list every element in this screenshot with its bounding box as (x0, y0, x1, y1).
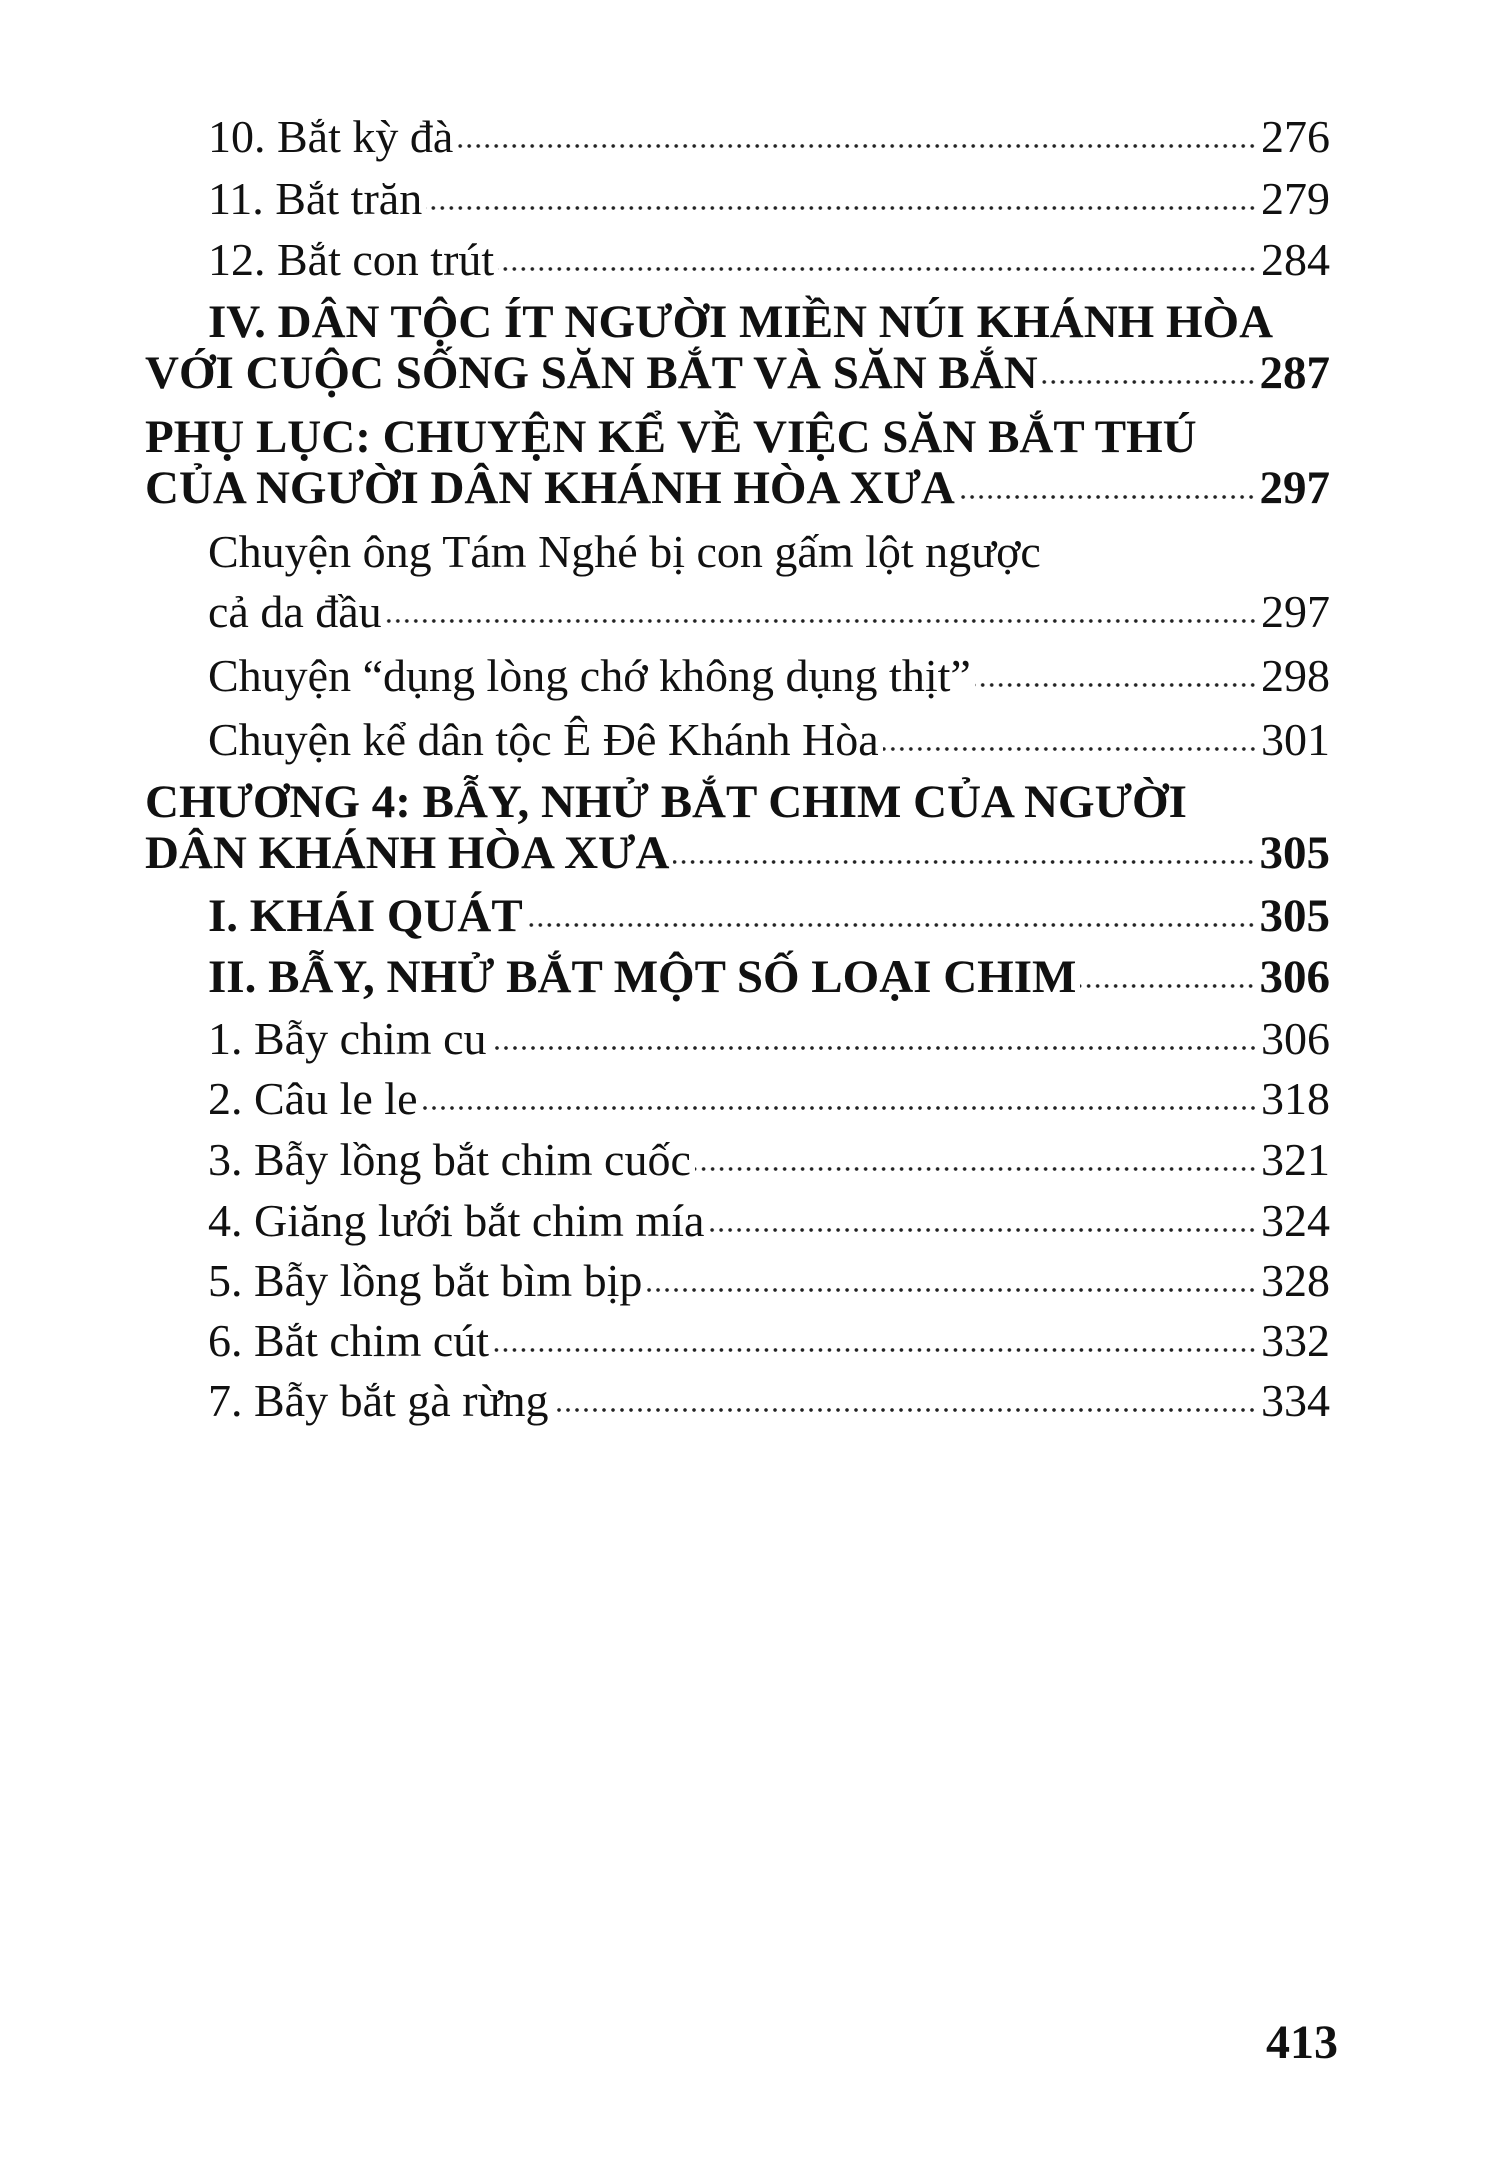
dot-leader (527, 923, 1256, 927)
toc-entry-page: 334 (1261, 1375, 1330, 1426)
dot-leader (552, 1408, 1257, 1412)
dot-leader (673, 860, 1255, 864)
toc-entry-page: 306 (1261, 1013, 1330, 1064)
toc-entry-page: 276 (1261, 111, 1330, 162)
toc-entry-label: I. KHÁI QUÁT (208, 890, 523, 942)
toc-entry-label: 11. Bắt trăn (208, 173, 423, 224)
toc-entry-label: Chuyện kể dân tộc Ê Đê Khánh Hòa (208, 714, 879, 765)
dot-leader (708, 1228, 1257, 1232)
dot-leader (457, 144, 1257, 148)
dot-leader (975, 683, 1257, 687)
toc-entry-page: 279 (1261, 173, 1330, 224)
toc-entry-label: Chuyện ông Tám Nghé bị con gấm lột ngược (208, 526, 1041, 577)
toc-entry-label: 1. Bẫy chim cu (208, 1013, 487, 1064)
toc-entry-label: PHỤ LỤC: CHUYỆN KỂ VỀ VIỆC SĂN BẮT THÚ (145, 411, 1197, 463)
toc-entry-page: 328 (1261, 1255, 1330, 1306)
toc-entry-page: 298 (1261, 650, 1330, 701)
toc-entry-page: 301 (1261, 714, 1330, 765)
dot-leader (491, 1046, 1258, 1050)
toc-entry-label: CỦA NGƯỜI DÂN KHÁNH HÒA XƯA (145, 462, 955, 514)
toc-entry-label: 3. Bẫy lồng bắt chim cuốc (208, 1134, 691, 1185)
toc-entry-label: CHƯƠNG 4: BẪY, NHỬ BẮT CHIM CỦA NGƯỜI (145, 776, 1187, 828)
toc-entry-page: 318 (1261, 1073, 1330, 1124)
toc-entry-label: II. BẪY, NHỬ BẮT MỘT SỐ LOẠI CHIM (208, 951, 1077, 1003)
toc-entry-page: 287 (1259, 347, 1330, 399)
dot-leader (1042, 380, 1256, 384)
toc-entry (208, 1374, 1330, 1460)
toc-entry-page: 297 (1259, 462, 1330, 514)
dot-leader (695, 1167, 1257, 1171)
dot-leader (386, 619, 1257, 623)
dot-leader (498, 267, 1257, 271)
toc-entry-page: 284 (1261, 234, 1330, 285)
dot-leader (426, 206, 1257, 210)
toc-entry-label: 10. Bắt kỳ đà (208, 111, 454, 162)
toc-entry-label: 6. Bắt chim cút (208, 1315, 490, 1366)
toc-entry-label: 4. Giăng lưới bắt chim mía (208, 1195, 705, 1246)
toc-entry-page: 305 (1259, 827, 1330, 879)
toc-entry-label: Chuyện “dụng lòng chớ không dụng thịt” (208, 650, 971, 701)
page-number: 413 (1266, 2016, 1338, 2069)
toc-entry-label: 5. Bẫy lồng bắt bìm bịp (208, 1255, 643, 1306)
toc-entry-label: 12. Bắt con trút (208, 234, 495, 285)
toc-entry-page: 297 (1261, 586, 1330, 637)
toc-entry-label: DÂN KHÁNH HÒA XƯA (145, 827, 670, 879)
toc-entry-page: 306 (1259, 951, 1330, 1003)
toc-entry-page: 321 (1261, 1134, 1330, 1185)
toc-entry-page: 332 (1261, 1315, 1330, 1366)
toc-entry-label: 2. Câu le le (208, 1073, 418, 1124)
dot-leader (646, 1288, 1257, 1292)
dot-leader (493, 1348, 1257, 1352)
toc-entry-label: VỚI CUỘC SỐNG SĂN BẮT VÀ SĂN BẮN (145, 347, 1038, 399)
toc-entry-label: 7. Bẫy bắt gà rừng (208, 1375, 549, 1426)
toc-entry-page: 324 (1261, 1195, 1330, 1246)
dot-leader (883, 747, 1257, 751)
toc-entry-label: IV. DÂN TỘC ÍT NGƯỜI MIỀN NÚI KHÁNH HÒA (208, 296, 1274, 348)
toc-entry-page: 305 (1259, 890, 1330, 942)
dot-leader (1080, 984, 1255, 988)
dot-leader (959, 495, 1256, 499)
dot-leader (422, 1106, 1258, 1110)
toc-entry-label: cả da đầu (208, 586, 382, 637)
